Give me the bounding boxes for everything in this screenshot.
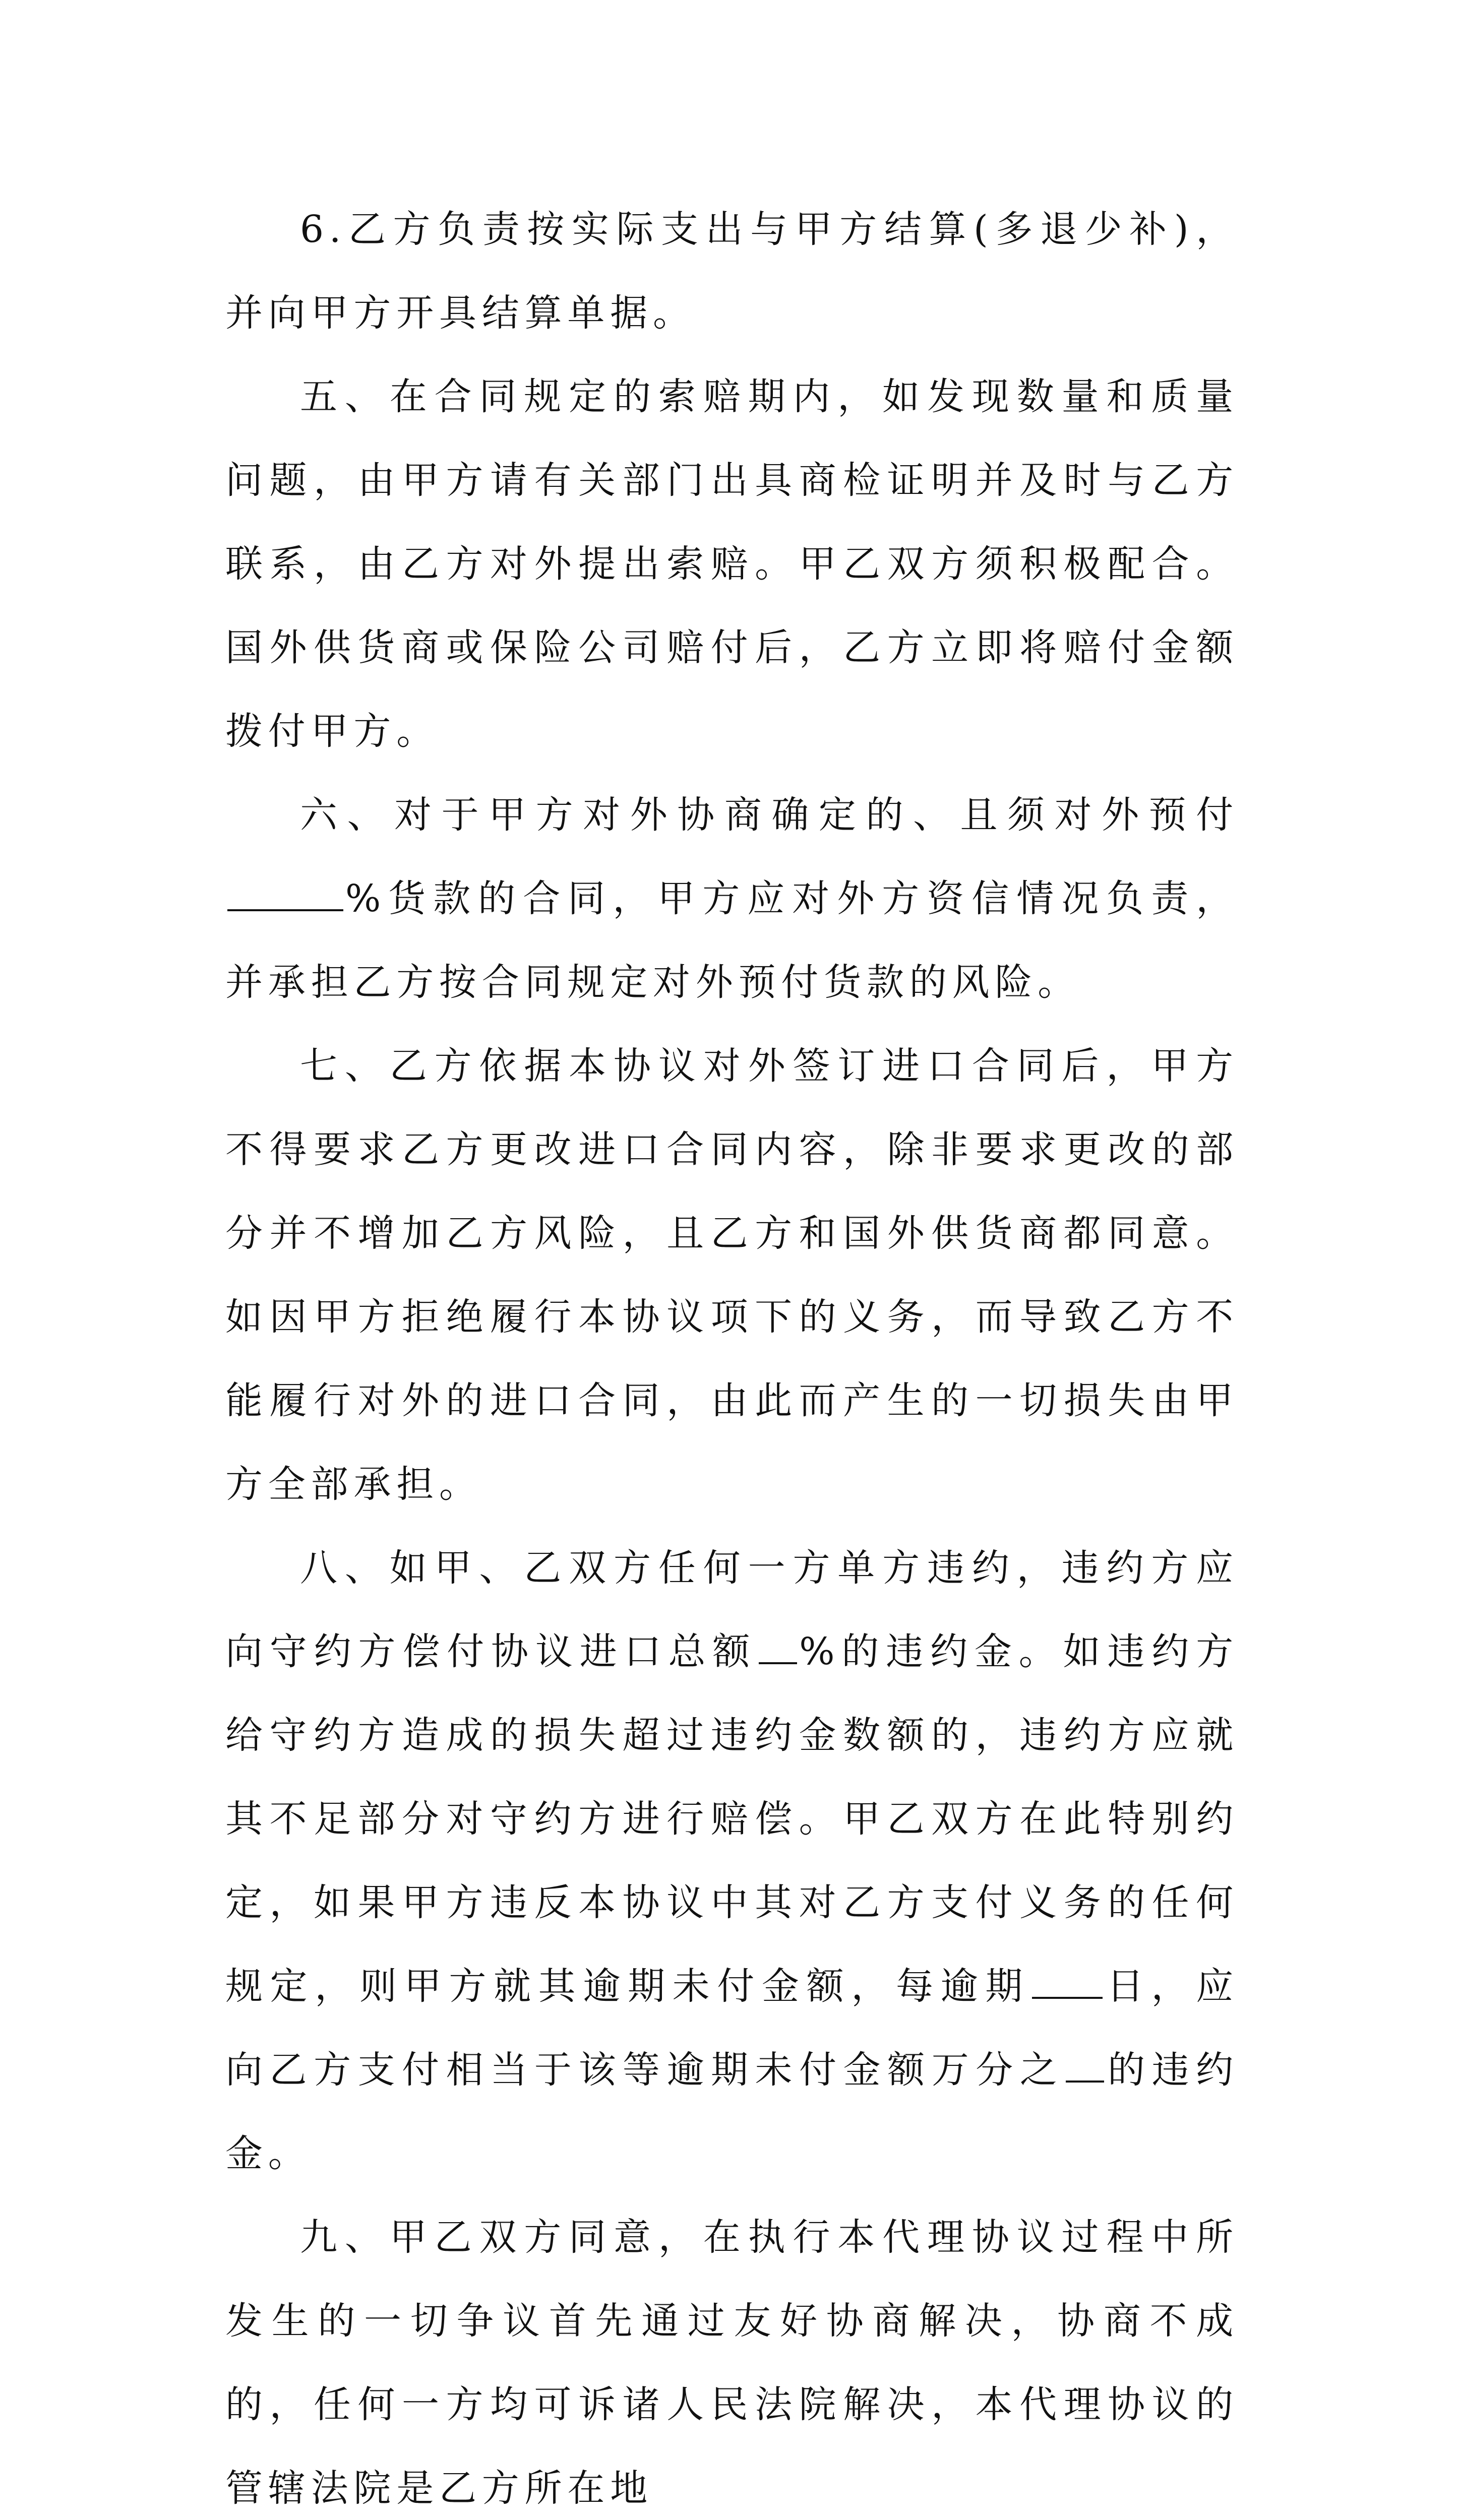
paragraph-text: 日，应向乙方支付相当于该等逾期未付金额万分之: [225, 1965, 1239, 2092]
paragraph-text: 九、甲乙双方同意，在执行本代理协议过程中所发生的一切争议首先通过友好协商解决，协商不成的，任何一方均可诉诸人民法院解决，本代理协议的管辖法院是乙方所在地: [225, 2216, 1239, 2510]
paragraph-text: 五、在合同规定的索赔期内，如发现数量和质量问题，由甲方请有关部门出具商检证明并及时与乙方联系，由乙方对外提出索赔。甲乙双方须积极配合。国外供货商或保险公司赔付后，乙方立即将赔付金额拨付甲方。: [225, 375, 1239, 753]
paragraph-item-6: [225, 187, 1239, 355]
paragraph-text: 六、对于甲方对外协商确定的、且须对外预付: [300, 793, 1239, 837]
paragraph-text: %货款的合同，甲方应对外方资信情况负责，并承担乙方按合同规定对外预付货款的风险。: [225, 877, 1239, 1004]
blank-line: [227, 874, 343, 911]
paragraph-eight: [225, 1526, 1239, 2195]
paragraph-text: 七、乙方依据本协议对外签订进口合同后，甲方不得要求乙方更改进口合同内容，除非要求更改的部分并不增加乙方风险，且乙方和国外供货商都同意。如因甲方拒绝履行本协议项下的义务，而导致乙方不能履行对外的进口合同，由此而产生的一切损失由甲方全部承担。: [225, 1044, 1239, 1506]
paragraph-six: [225, 773, 1239, 1024]
paragraph-text: 八、如甲、乙双方任何一方单方违约，违约方应向守约方偿付协议进口总额: [225, 1546, 1239, 1673]
document-body: [225, 187, 1239, 2520]
paragraph-five: [225, 355, 1239, 773]
paragraph-text: 的违约金。: [225, 2048, 1239, 2175]
paragraph-seven: [225, 1024, 1239, 1526]
blank-line: [759, 1627, 797, 1664]
blank-line: [1066, 2045, 1104, 2083]
paragraph-text: 6.乙方负责按实际支出与甲方结算(多退少补)，并向甲方开具结算单据。: [225, 208, 1239, 335]
blank-line: [1032, 1962, 1103, 1999]
paragraph-text: %的违约金。如违约方给守约方造成的损失超过违约金数额的，违约方应就其不足部分对守约方进行赔偿。甲乙双方在此特别约定，如果甲方违反本协议中其对乙方支付义务的任何规定，则甲方就其逾期未付金额，每逾期: [225, 1630, 1239, 2008]
paragraph-nine: [225, 2195, 1239, 2520]
